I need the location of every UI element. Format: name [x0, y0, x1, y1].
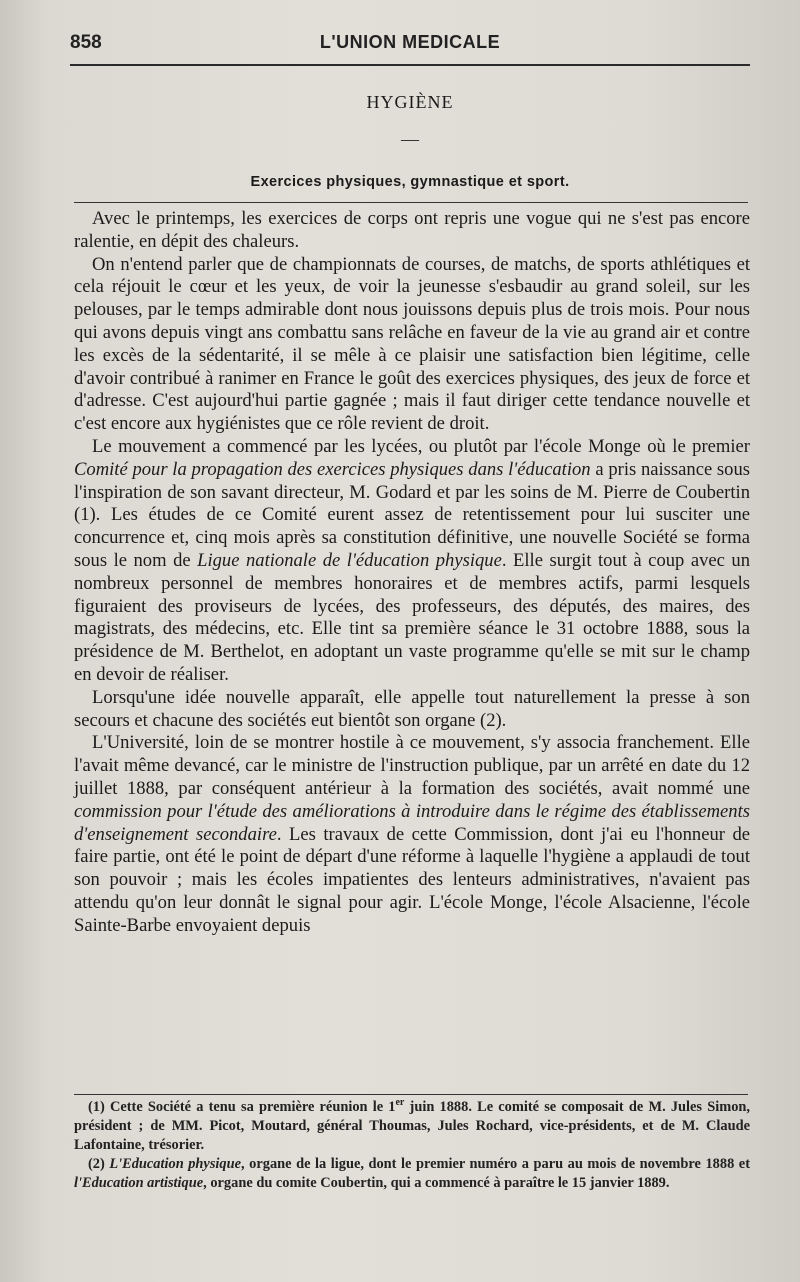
- title-rule: [74, 202, 748, 203]
- section-title: HYGIÈNE: [366, 92, 454, 112]
- paragraph: Le mouvement a commencé par les lycées, ou plutôt par l'école Monge où le premier Comité pour la propagation des exercices physiques dans l'éducation a pris naissance sous l'inspiration de son savant directeur, M. Godard et par les soins de M. Pierre de Coubertin (1). Les études de ce Comité eurent assez de retentissement pour lui susciter une concurrence et, cinq mois après sa constitution définitive, une nouvelle Société se forma sous le nom de Ligue nationale de l'éducation physique. Elle surgit tout à coup avec un nombreux personnel de membres honoraires et de membres actifs, parmi lesquels figuraient des proviseurs de lycées, des professeurs, des députés, des maires, des magistrats, des médecins, etc. Elle tint sa première séance le 31 octobre 1888, sous la présidence de M. Berthelot, en adoptant un vaste programme qu'elle se mit sur le champ en devoir de réaliser.: [74, 435, 750, 685]
- paragraph: Avec le printemps, les exercices de corps ont repris une vogue qui ne s'est pas encore ralentie, en dépit des chaleurs.: [74, 208, 750, 252]
- page-number: 858: [70, 32, 102, 53]
- footnote-rule: [74, 1094, 748, 1095]
- footnote: (2) L'Education physique, organe de la ligue, dont le premier numéro a paru au mois de novembre 1888 et l'Education artistique, organe du comite Coubertin, qui a commencé à paraître le 15 janvier 1889.: [74, 1156, 750, 1191]
- paragraph: On n'entend parler que de championnats de courses, de matchs, de sports athlétiques et cela réjouit le cœur et les yeux, de voir la jeunesse s'esbaudir au grand soleil, sur les pelouses, par le temps admirable dont nous jouissons depuis plus de trois mois. Pour nous qui avons depuis vingt ans combattu sans relâche en faveur de la vie au grand air et contre les excès de la sédentarité, il se mêle à ce plaisir une satisfaction bien légitime, celle d'avoir contribué à ranimer en France le goût des exercices physiques, des jeux de force et d'adresse. C'est aujourd'hui partie gagnée ; mais il faut diriger cette tendance nouvelle et c'est encore aux hygiénistes que ce rôle revient de droit.: [74, 253, 750, 435]
- italic-title: Comité pour la propagation des exercices physiques dans l'éducation: [74, 458, 591, 480]
- footnotes: [74, 1098, 750, 1193]
- italic-title: commission pour l'étude des améliorations à introduire dans le régime des établissements d'enseignement secondaire: [74, 800, 750, 845]
- footnote: (1) Cette Société a tenu sa première réunion le 1er juin 1888. Le comité se composait de M. Jules Simon, président ; de MM. Picot, Moutard, général Thoumas, Jules Rochard, vice-présidents, et de M. Claude Lafontaine, trésorier.: [74, 1097, 750, 1153]
- italic-title: Ligue nationale de l'éducation physique: [197, 549, 502, 571]
- page-header: [70, 30, 750, 60]
- article-body: [74, 208, 750, 938]
- paragraph: Lorsqu'une idée nouvelle apparaît, elle appelle tout naturellement la presse à son secours et chacune des sociétés eut bientôt son organe (2).: [74, 686, 750, 731]
- paragraph: L'Université, loin de se montrer hostile à ce mouvement, s'y associa franchement. Elle l'avait même devancé, car le ministre de l'instruction publique, par un arrêté en date du 12 juillet 1888, par conséquent antérieur à la formation des sociétés, avait nommé une commission pour l'étude des améliorations à introduire dans le régime des établissements d'enseignement secondaire. Les travaux de cette Commission, dont j'ai eu l'honneur de faire partie, ont été le point de départ d'une réforme à laquelle l'hygiène a applaudi de tout son pouvoir ; mais les écoles impatientes des lenteurs administratives, n'avaient pas attendu qu'on leur donnât le signal pour agir. L'école Monge, l'école Alsacienne, l'école Sainte-Barbe envoyaient depuis: [74, 732, 750, 936]
- running-title: L'UNION MEDICALE: [319, 32, 501, 52]
- article-title: Exercices physiques, gymnastique et sport.: [250, 174, 570, 190]
- section-dash: —: [401, 129, 419, 149]
- header-rule: [70, 64, 750, 66]
